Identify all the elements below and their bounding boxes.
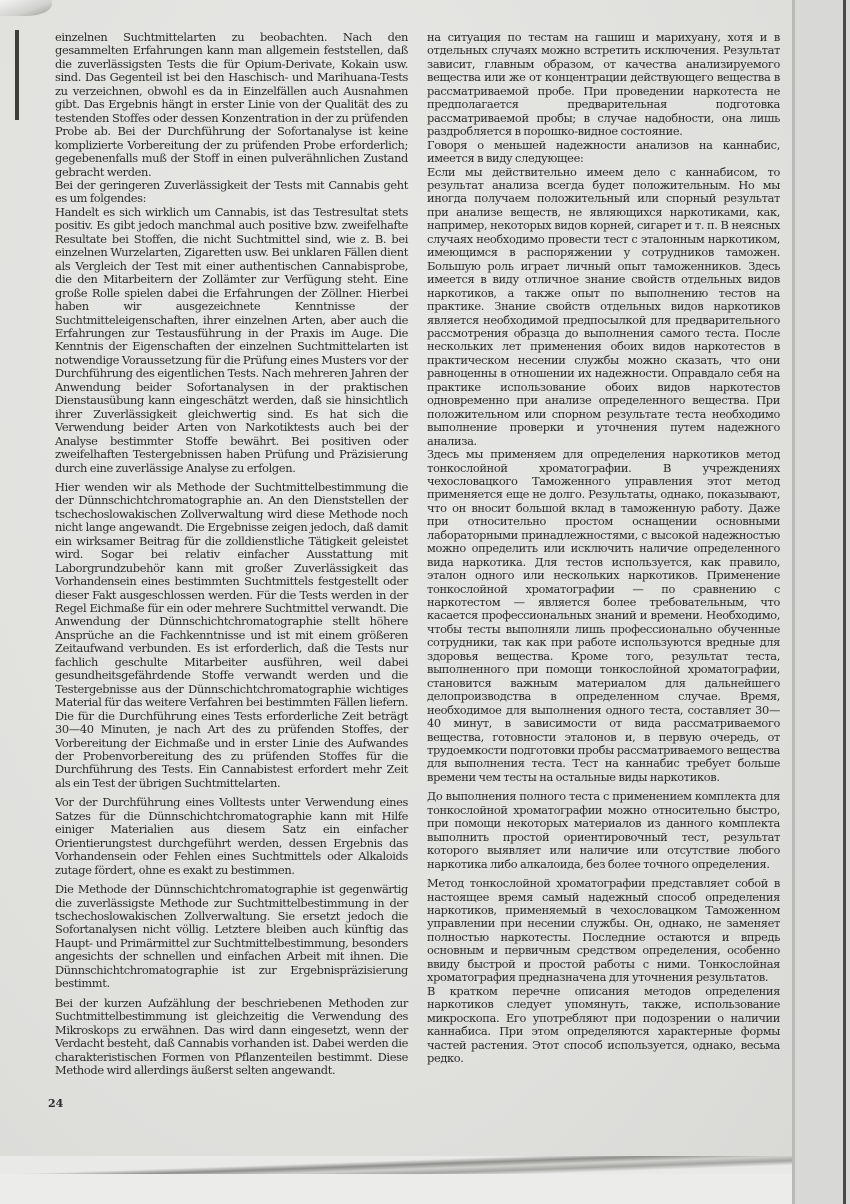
- paragraph: Метод тонкослойной хроматографии представляет собой в настоящее время самый надежный способ определения наркотиков, применяемый в чехословацком Таможенном управлении при несении службы. Он, однако, не заменяет полностью наркотесты. Последние остаются и впредь основным и первичным средством определения, особенно ввиду быстрой и простой работы с ними. Тонкослойная хроматография предназначена для уточнения результатов.: [427, 876, 780, 985]
- scanner-background-bottom: [0, 1174, 850, 1204]
- paragraph: Здесь мы применяем для определения наркотиков метод тонкослойной хроматографии. В учреждениях чехословацкого Таможенного управления этот метод применяется еще не долго. Результаты, однако, показывают, что он вносит большой вклад в таможенную работу. Даже при относительно простом оснащении основными лабораторными принадлежностями, с высокой надежностью можно определить или исключить наличие определенного вида наркотика. Для тестов используется, как правило, эталон одного или нескольких наркотиков. Применение тонкослойной хроматографии — по сравнению с наркотестом — является более требовательным, что касается профессиональных знаний и времени. Необходимо, чтобы тесты выполняли лишь профессионально обученные сотрудники, так как при работе используются вредные для здоровья вещества. Кроме того, результат теста, выполненного при помощи тонкослойной хроматографии, становится важным материалом для дальнейшего делопроизводства в определенном случае. Время, необходимое для выполнения одного теста, составляет 30—40 минут, в зависимости от вида рассматриваемого вещества, готовности эталонов и, в первую очередь, от трудоемкости подготовки пробы рассматриваемого вещества для выполнения теста. Тест на каннабис требует больше времени чем тесты на остальные виды наркотиков.: [427, 447, 780, 784]
- paragraph: Vor der Durchführung eines Volltests unter Verwendung eines Satzes für die Dünnschichtchromatographie kann mit Hilfe einiger Materialien aus diesem Satz ein einfacher Orientierungstest durchgeführt werden, dessen Ergebnis das Vorhandensein oder Fehlen eines Suchtmittels oder Alkaloids zutage fördert, ohne es exakt zu bestimmen.: [55, 795, 408, 877]
- paragraph: Hier wenden wir als Methode der Suchtmittelbestimmung die der Dünnschichtchromatographie an. An den Dienststellen der tschechoslowakischen Zollverwaltung wird diese Methode noch nicht lange angewandt. Die Ergebnisse zeigen jedoch, daß damit ein wirksamer Beitrag für die zolldienstliche Tätigkeit geleistet wird. Sogar bei relativ einfacher Ausstattung mit Laborgrundzubehör kann mit großer Zuverlässigkeit das Vorhandensein eines bestimmten Suchtmittels festgestellt oder dieser Fakt ausgeschlossen werden. Für die Tests werden in der Regel Eichmaße für ein oder mehrere Suchtmittel verwandt. Die Anwendung der Dünnschichtchromatographie stellt höhere Ansprüche an die Fachkenntnisse und ist mit einem größeren Zeitaufwand verbunden. Es ist erforderlich, daß die Tests nur fachlich geschulte Mitarbeiter ausführen, weil dabei gesundheitsgefährdende Stoffe verwandt werden und die Testergebnisse aus der Dünnschichtchromatographie wichtiges Material für das weitere Verfahren bei bestimmten Fällen liefern. Die für die Durchführung eines Tests erforderliche Zeit beträgt 30—40 Minuten, je nach Art des zu prüfenden Stoffes, der Vorbereitung der Eichmaße und in erster Linie des Aufwandes der Probenvorbereitung des zu prüfenden Stoffes für die Durchführung des Tests. Ein Cannabistest erfordert mehr Zeit als ein Test der übrigen Suchtmittelarten.: [55, 479, 408, 790]
- page-bottom-edge: [0, 1156, 800, 1174]
- paragraph: Handelt es sich wirklich um Cannabis, ist das Testresultat stets positiv. Es gibt jedoch manchmal auch positive bzw. zweifelhafte Resultate bei Stoffen, die nicht Suchtmittel sind, wie z. B. bei einzelnen Wurzelarten, Zigaretten usw. Bei unklaren Fällen dient als Vergleich der Test mit einer authentischen Cannabisprobe, die den Mitarbeitern der Zollämter zur Verfügung steht. Eine große Rolle spielen dabei die Erfahrungen der Zöllner. Hierbei haben wir ausgezeichnete Kenntnisse der Suchtmitteleigenschaften, ihrer einzelnen Arten, aber auch die Erfahrungen zur Testausführung in der Praxis im Auge. Die Kenntnis der Eigenschaften der einzelnen Suchtmittelarten ist notwendige Voraussetzung für die Prüfung eines Musters vor der Durchführung des eigentlichen Tests. Nach mehreren Jahren der Anwendung beider Sofortanalysen in der praktischen Dienstausübung kann eingeschätzt werden, daß sie hinsichtlich ihrer Zuverlässigkeit gleichwertig sind. Es hat sich die Verwendung beider Arten von Narkotiktests auch bei der Analyse bestimmter Stoffe bewährt. Bei positiven oder zweifelhaften Testergebnissen haben Prüfung und Präzisierung durch eine zuverlässige Analyse zu erfolgen.: [55, 204, 408, 475]
- paragraph: Говоря о меньшей надежности анализов на каннабис, имеется в виду следующее:: [427, 137, 780, 166]
- page-number: 24: [48, 1097, 64, 1111]
- paragraph: Bei der kurzen Aufzählung der beschriebenen Methoden zur Suchtmittelbestimmung ist gleichzeitig die Verwendung des Mikroskops zu erwähnen. Das wird dann eingesetzt, wenn der Verdacht besteht, daß Cannabis vorhanden ist. Dabei werden die charakteristischen Formen von Pflanzenteilen bestimmt. Diese Methode wird allerdings äußerst selten angewandt.: [55, 995, 408, 1077]
- paragraph: einzelnen Suchtmittelarten zu beobachten. Nach den gesammelten Erfahrungen kann man allgemein feststellen, daß die zuverlässigsten Tests die für Opium-Derivate, Kokain usw. sind. Das Gegenteil ist bei den Haschisch- und Marihuana-Tests zu verzeichnen, obwohl es da in Einzelfällen auch Ausnahmen gibt. Das Ergebnis hängt in erster Linie von der Qualität des zu testenden Stoffes oder dessen Konzentration in der zu prüfenden Probe ab. Bei der Durchführung der Sofortanalyse ist keine komplizierte Vorbereitung der zu prüfenden Probe erforderlich; gegebenenfalls muß der Stoff in einen pulverähnlichen Zustand gebracht werden.: [55, 30, 408, 179]
- left-column-german: [55, 31, 408, 1077]
- paragraph: Die Methode der Dünnschichtchromatographie ist gegenwärtig die zuverlässigste Methode zur Suchtmittelbestimmung in der tschechoslowakischen Zollverwaltung. Sie ersetzt jedoch die Sofortanalysen nicht völlig. Letztere bleiben auch künftig das Haupt- und Primärmittel zur Suchtmittelbestimmung, besonders angesichts der schnellen und einfachen Arbeit mit ihnen. Die Dünnschichtchromatographie ist zur Ergebnispräzisierung bestimmt.: [55, 882, 408, 991]
- paragraph: Если мы действительно имеем дело с каннабисом, то результат анализа всегда будет положительным. Но мы иногда получаем положительный или спорный результат при анализе веществ, не являющихся наркотиками, как, например, некоторых видов корней, сигарет и т. п. В неясных случаях необходимо провести тест с эталонным наркотиком, имеющимся в распоряжении у сотрудников таможен. Большую роль играет личный опыт таможенников. Здесь имеется в виду отличное знание свойств отдельных видов наркотиков, а также опыт по выполнению тестов на практике. Знание свойств отдельных видов наркотиков является необходимой предпосылкой для предварительного рассмотрения образца до выполнения самого теста. После нескольких лет применения обоих видов наркотестов в практическом несении службы можно сказать, что они равноценны в отношении их надежности. Оправдало себя на практике использование обоих видов наркотестов одновременно при анализе определенного вещества. При положительном или спорном результате теста необходимо выполнение проверки и уточнения путем надежного анализа.: [427, 164, 780, 448]
- paragraph: До выполнения полного теста с применением комплекта для тонкослойной хроматографии можно относительно быстро, при помощи некоторых материалов из данного комплекта выполнить простой ориентировочный тест, результат которого выявляет или наличие или отсутствие любого наркотика либо алкалоида, без более точного определения.: [427, 789, 780, 871]
- page-right-edge: [792, 0, 795, 1204]
- paragraph: Bei der geringeren Zuverlässigkeit der Tests mit Cannabis geht es um folgendes:: [55, 177, 408, 206]
- right-column-russian: [427, 31, 780, 1077]
- paragraph: на ситуация по тестам на гашиш и марихуану, хотя и в отдельных случаях можно встретить исключения. Результат зависит, главным образом, от качества анализируемого вещества или же от концентрации действующего вещества в рассматриваемой пробе. При проведении наркотеста не предполагается предварительная подготовка рассматриваемой пробы; в случае надобности, она лишь раздробляется в порошко-видное состояние.: [427, 30, 780, 139]
- scanner-dark-edge: [843, 0, 846, 1204]
- scanner-background-right: [792, 0, 850, 1204]
- paragraph: В кратком перечне описания методов определения наркотиков следует упомянуть, также, использование микроскопа. Его употребляют при подозрении о наличии каннабиса. При этом определяются характерные формы частей растения. Этот способ используется, однако, весьма редко.: [427, 983, 780, 1065]
